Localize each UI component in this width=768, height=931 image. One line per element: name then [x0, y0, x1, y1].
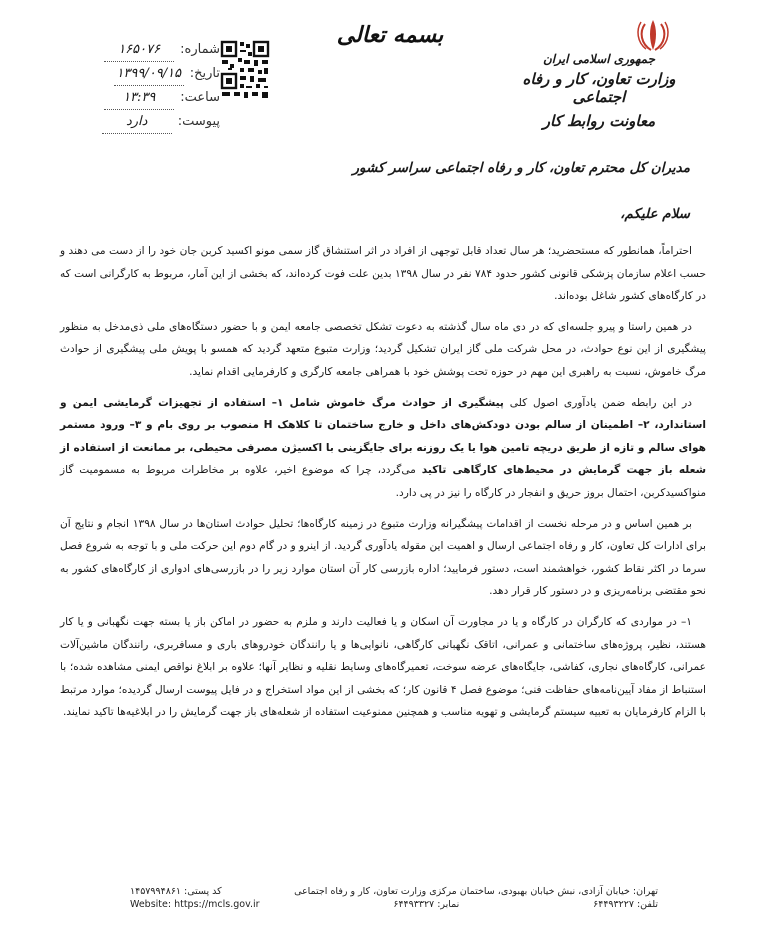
attachment-value: دارد [102, 110, 172, 134]
footer-row-1 [130, 885, 658, 898]
country-name: جمهوری اسلامی ایران [542, 52, 656, 66]
paragraph-3-emphasis: پیشگیری از حوادث مرگ خاموش شامل ۱– استفاده از تجهیزات گرمایشی ایمن و استاندارد، ۲– اطمینان از سالم بودن دودکش‌های داخل و خارج ساختمان تا کلاهک H منصوب بر روی بام و ۳– ورود مستمر هوای سالم و تازه از طریق دریچه تامین هوا یا یک روزنه برای جایگزینی با اکسیژن مصرفی محیطی، بر ممانعت از استفاده از شعله باز جهت گرمایش در محیط‌های کارگاهی تاکید [60, 396, 706, 477]
iran-emblem-icon [633, 18, 673, 54]
number-label: شماره: [180, 42, 220, 57]
footer-fax: نمابر: ۶۴۴۹۳۳۲۷ [393, 899, 460, 910]
time-value: ۱۳:۳۹ [104, 86, 174, 110]
letter-body [60, 240, 706, 730]
paragraph-3-end: می‌گردد، چرا که موضوع اخیر، علاوه بر مخاطرات مربوط به مسمومیت گاز منواکسیدکربن، احتمال بروز حریق و انفجار در کارگاه را نیز در پی دارد. [60, 464, 706, 499]
letter-metadata [70, 38, 220, 134]
recipient-line: مدیران کل محترم تعاون، کار و رفاه اجتماعی سراسر کشور [352, 160, 690, 176]
greeting-line: سلام علیکم، [620, 206, 690, 222]
time-label: ساعت: [180, 90, 220, 105]
department-name: معاونت روابط کار [542, 112, 656, 130]
attachment-row [70, 110, 220, 134]
footer-postal-code: کد پستی: ۱۴۵۷۹۹۴۸۶۱ [130, 886, 222, 897]
paragraph-3 [60, 392, 706, 505]
qr-code-icon [220, 40, 270, 100]
footer-row-2 [130, 898, 658, 911]
footer-address: تهران: خیابان آزادی، نبش خیابان بهبودی، ساختمان مرکزی وزارت تعاون، کار و رفاه اجتماعی [294, 886, 658, 897]
paragraph-1: احتراماً، همانطور که مستحضرید؛ هر سال تعداد قابل توجهی از افراد در اثر استنشاق گاز سمی مونو اکسید کربن جان خود را از دست می دهند و حسب اعلام سازمان پزشکی قانونی کشور حدود ۷۸۴ نفر در سال ۱۳۹۸ بدین علت فوت کرده‌اند، که بخشی از این آمار، مربوط به کارگرانی است که در کارگاه‌های کشور شاغل بوده‌اند. [60, 245, 706, 303]
letter-footer [130, 885, 658, 911]
paragraph-2: در همین راستا و پیرو جلسه‌ای که در دی ماه سال گذشته به دعوت تشکل تخصصی جامعه ایمن و با حضور دستگاه‌های ملی ذی‌مدخل به منظور پیشگیری از این نوع حوادث، در محل شرکت ملی گاز ایران تشکیل گردید؛ وزارت متبوع متعهد گردید که همسو با پویش ملی پیشگیری از حوادث مرگ خاموش، نسبت به راهبری این مهم در حوزه تحت پوشش خود با همراهی جامعه کارگری و کارفرمایی اقدام نماید. [60, 320, 706, 378]
ministry-name: وزارت تعاون، کار و رفاه اجتماعی [522, 70, 676, 106]
date-row [70, 62, 220, 86]
time-row [70, 86, 220, 110]
footer-website[interactable]: Website: https://mcls.gov.ir [130, 899, 260, 910]
date-label: تاریخ: [189, 66, 220, 81]
paragraph-3-intro: در این رابطه ضمن یادآوری اصول کلی [503, 396, 692, 409]
ministry-header [520, 52, 678, 130]
bismillah-heading: بسمه تعالی [336, 22, 444, 48]
attachment-label: پیوست: [177, 114, 220, 129]
footer-phone: تلفن: ۶۴۴۹۳۲۲۷ [593, 899, 658, 910]
number-value: ۱۶۵۰۷۶ [104, 38, 174, 62]
date-value: ۱۳۹۹/۰۹/۱۵ [114, 62, 184, 86]
number-row [70, 38, 220, 62]
paragraph-4: بر همین اساس و در مرحله نخست از اقدامات پیشگیرانه وزارت متبوع در زمینه کارگاه‌ها؛ تحلیل حوادث استان‌ها در سال ۱۳۹۸ انجام و نتایج آن برای ادارات کل تعاون، کار و رفاه اجتماعی ارسال و اهمیت این مقوله یادآوری گردید. از اینرو و در گام دوم این حرکت ملی و با توجه به شروع فصل سرما در اکثر نقاط کشور، خواهشمند است، دستور فرمایید؛ اداره بازرسی کار آن استان موارد زیر را در بازرسی‌های ادواری از کارگاه‌های کشور به نحو مقتضی برنامه‌ریزی و در دستور کار قرار دهد. [60, 517, 706, 598]
paragraph-5: ۱– در مواردی که کارگران در کارگاه و یا در مجاورت آن اسکان و یا فعالیت دارند و ملزم به حضور در اماکن باز یا بسته جهت نگهبانی و یا کار هستند، نظیر، پروژه‌های ساختمانی و عمرانی، اتاقک نگهبانی کارگاهی، نانوایی‌ها و یا رانندگان خودروهای باری و مسافربری، رانندگان ماشین‌آلات عمرانی، کارگاه‌های نجاری، کفاشی، جایگاه‌های عرضه سوخت، تعمیرگاه‌های وسایط نقلیه و نظایر آنها؛ علاوه بر ابلاغ نواقص ایمنی مشاهده شده؛ با استنباط از مفاد آیین‌نامه‌های حفاظت فنی؛ موضوع فصل ۴ قانون کار؛ که بخشی از این مواد استخراج و در فایل پیوست ارسال گردیده؛ موارد مرتبط با الزام کارفرمایان به تعبیه سیستم گرمایشی و تهویه مناسب و همچنین ممنوعیت استفاده از شعله‌های باز جهت گرمایش را در ابلاغیه‌ها تاکید نمایند. [60, 615, 706, 719]
